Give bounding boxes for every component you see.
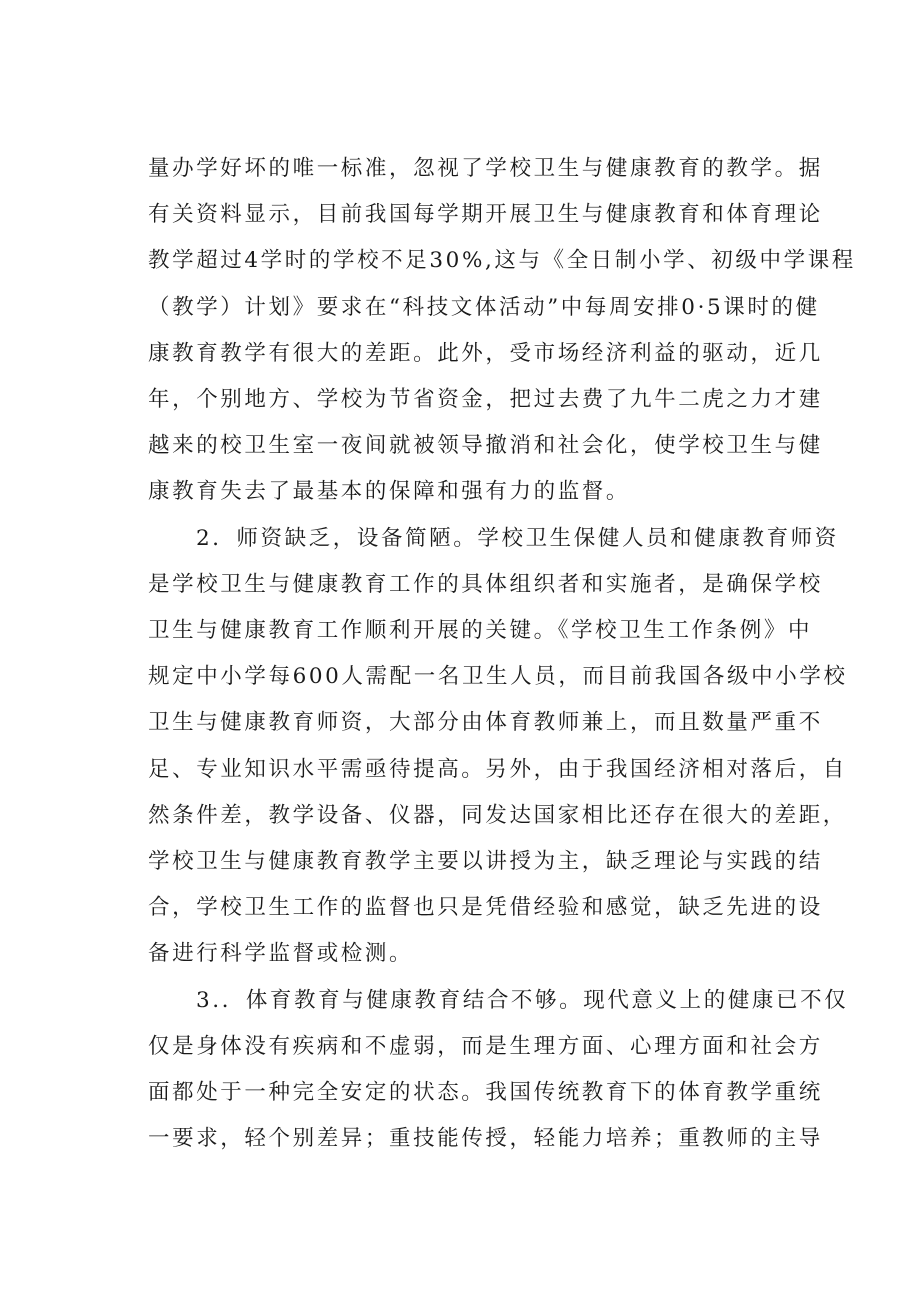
text-line: 3.．体育教育与健康教育结合不够。现代意义上的健康已不仅 <box>196 987 849 1013</box>
paragraph-3 <box>148 978 849 1163</box>
text-line: 量办学好坏的唯一标准，忽视了学校卫生与健康教育的教学。据 <box>148 156 823 181</box>
text-line: 康教育教学有很大的差距。此外，受市场经济利益的驱动，近几 <box>148 340 823 366</box>
text-line: 教学超过4学时的学校不足30%,这与《全日制小学、初级中学课程 <box>148 248 856 274</box>
text-line: 有关资料显示，目前我国每学期开展卫生与健康教育和体育理论 <box>148 202 823 228</box>
text-line: 2．师资缺乏，设备简陋。学校卫生保健人员和健康教育师资 <box>196 525 839 551</box>
text-line: 规定中小学每600人需配一名卫生人员，而目前我国各级中小学校 <box>148 664 848 690</box>
text-line: 卫生与健康教育工作顺利开展的关键。《学校卫生工作条例》中 <box>148 618 813 644</box>
document-body <box>148 146 856 1162</box>
text-line: 越来的校卫生室一夜间就被领导撤消和社会化，使学校卫生与健 <box>148 433 823 459</box>
text-line: 然条件差，教学设备、仪器，同发达国家相比还存在很大的差距， <box>148 802 847 828</box>
text-line: 康教育失去了最基本的保障和强有力的监督。 <box>148 479 631 505</box>
text-line: （教学）计划》要求在“科技文体活动”中每周安排0·5课时的健 <box>148 294 820 320</box>
text-line: 一要求，轻个别差异；重技能传授，轻能力培养；重教师的主导 <box>148 1126 823 1152</box>
text-line: 合，学校卫生工作的监督也只是凭借经验和感觉，缺乏先进的设 <box>148 895 823 921</box>
text-line: 学校卫生与健康教育教学主要以讲授为主，缺乏理论与实践的结 <box>148 849 823 875</box>
text-line: 足、专业知识水平需亟待提高。另外，由于我国经济相对落后，自 <box>148 756 847 782</box>
text-line: 是学校卫生与健康教育工作的具体组织者和实施者，是确保学校 <box>148 571 823 597</box>
paragraph-1 <box>148 146 856 516</box>
text-line: 年，个别地方、学校为节省资金，把过去费了九牛二虎之力才建 <box>148 387 823 413</box>
text-line: 备进行科学监督或检测。 <box>148 941 414 967</box>
paragraph-2 <box>148 516 848 978</box>
text-line: 卫生与健康教育师资，大部分由体育教师兼上，而且数量严重不 <box>148 710 823 736</box>
text-line: 面都处于一种完全安定的状态。我国传统教育下的体育教学重统 <box>148 1080 823 1106</box>
text-line: 仅是身体没有疾病和不虚弱，而是生理方面、心理方面和社会方 <box>148 1033 823 1059</box>
